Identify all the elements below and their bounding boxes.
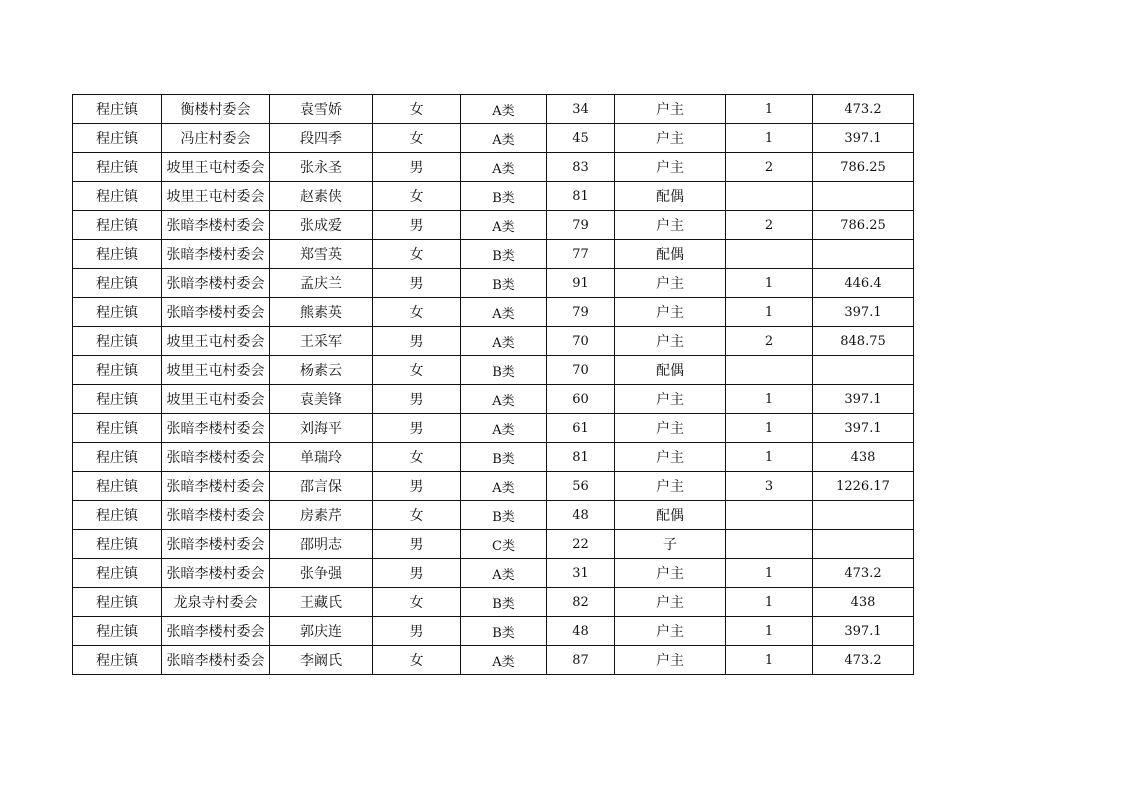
age-cell: 31 xyxy=(547,559,615,588)
age-cell: 48 xyxy=(547,617,615,646)
town-cell: 程庄镇 xyxy=(73,385,162,414)
household-count-cell: 1 xyxy=(726,124,813,153)
relation-cell: 户主 xyxy=(615,588,726,617)
town-cell: 程庄镇 xyxy=(73,414,162,443)
name-cell: 李阚氏 xyxy=(270,646,373,675)
village-committee-cell: 张暗李楼村委会 xyxy=(162,269,270,298)
amount-cell: 473.2 xyxy=(813,95,914,124)
village-committee-cell: 张暗李楼村委会 xyxy=(162,443,270,472)
town-cell: 程庄镇 xyxy=(73,298,162,327)
category-cell: A类 xyxy=(461,95,547,124)
relation-cell: 户主 xyxy=(615,298,726,327)
village-committee-cell: 张暗李楼村委会 xyxy=(162,530,270,559)
table-row xyxy=(73,501,914,530)
table-body xyxy=(73,95,914,675)
amount-cell: 438 xyxy=(813,443,914,472)
town-cell: 程庄镇 xyxy=(73,472,162,501)
category-cell: B类 xyxy=(461,501,547,530)
town-cell: 程庄镇 xyxy=(73,356,162,385)
household-count-cell: 1 xyxy=(726,617,813,646)
household-count-cell xyxy=(726,182,813,211)
age-cell: 56 xyxy=(547,472,615,501)
town-cell: 程庄镇 xyxy=(73,153,162,182)
data-table xyxy=(72,94,914,675)
category-cell: A类 xyxy=(461,327,547,356)
relation-cell: 户主 xyxy=(615,95,726,124)
age-cell: 81 xyxy=(547,182,615,211)
age-cell: 70 xyxy=(547,327,615,356)
name-cell: 单瑞玲 xyxy=(270,443,373,472)
village-committee-cell: 张暗李楼村委会 xyxy=(162,646,270,675)
name-cell: 邵言保 xyxy=(270,472,373,501)
category-cell: A类 xyxy=(461,559,547,588)
relation-cell: 户主 xyxy=(615,211,726,240)
gender-cell: 男 xyxy=(373,530,461,559)
amount-cell: 446.4 xyxy=(813,269,914,298)
category-cell: A类 xyxy=(461,385,547,414)
name-cell: 段四季 xyxy=(270,124,373,153)
town-cell: 程庄镇 xyxy=(73,269,162,298)
town-cell: 程庄镇 xyxy=(73,443,162,472)
gender-cell: 女 xyxy=(373,124,461,153)
household-count-cell: 1 xyxy=(726,95,813,124)
name-cell: 房素芹 xyxy=(270,501,373,530)
relation-cell: 户主 xyxy=(615,617,726,646)
age-cell: 22 xyxy=(547,530,615,559)
town-cell: 程庄镇 xyxy=(73,182,162,211)
gender-cell: 男 xyxy=(373,153,461,182)
amount-cell: 397.1 xyxy=(813,124,914,153)
relation-cell: 户主 xyxy=(615,153,726,182)
name-cell: 郑雪英 xyxy=(270,240,373,269)
household-count-cell: 2 xyxy=(726,153,813,182)
gender-cell: 女 xyxy=(373,443,461,472)
category-cell: B类 xyxy=(461,356,547,385)
relation-cell: 户主 xyxy=(615,327,726,356)
town-cell: 程庄镇 xyxy=(73,95,162,124)
table-row xyxy=(73,472,914,501)
amount-cell: 473.2 xyxy=(813,646,914,675)
category-cell: B类 xyxy=(461,240,547,269)
age-cell: 34 xyxy=(547,95,615,124)
relation-cell: 配偶 xyxy=(615,501,726,530)
amount-cell xyxy=(813,356,914,385)
table-row xyxy=(73,530,914,559)
age-cell: 60 xyxy=(547,385,615,414)
table-row xyxy=(73,617,914,646)
amount-cell xyxy=(813,240,914,269)
category-cell: B类 xyxy=(461,443,547,472)
town-cell: 程庄镇 xyxy=(73,211,162,240)
village-committee-cell: 坡里王屯村委会 xyxy=(162,153,270,182)
amount-cell: 786.25 xyxy=(813,153,914,182)
relation-cell: 户主 xyxy=(615,124,726,153)
village-committee-cell: 张暗李楼村委会 xyxy=(162,211,270,240)
household-count-cell: 1 xyxy=(726,646,813,675)
relation-cell: 配偶 xyxy=(615,240,726,269)
town-cell: 程庄镇 xyxy=(73,646,162,675)
amount-cell xyxy=(813,501,914,530)
village-committee-cell: 张暗李楼村委会 xyxy=(162,559,270,588)
relation-cell: 子 xyxy=(615,530,726,559)
town-cell: 程庄镇 xyxy=(73,588,162,617)
household-count-cell: 3 xyxy=(726,472,813,501)
age-cell: 61 xyxy=(547,414,615,443)
age-cell: 82 xyxy=(547,588,615,617)
relation-cell: 配偶 xyxy=(615,182,726,211)
name-cell: 袁美锋 xyxy=(270,385,373,414)
table-row xyxy=(73,327,914,356)
village-committee-cell: 坡里王屯村委会 xyxy=(162,385,270,414)
gender-cell: 女 xyxy=(373,646,461,675)
category-cell: A类 xyxy=(461,472,547,501)
category-cell: A类 xyxy=(461,414,547,443)
household-count-cell: 2 xyxy=(726,211,813,240)
village-committee-cell: 冯庄村委会 xyxy=(162,124,270,153)
gender-cell: 男 xyxy=(373,617,461,646)
village-committee-cell: 坡里王屯村委会 xyxy=(162,327,270,356)
name-cell: 张争强 xyxy=(270,559,373,588)
name-cell: 邵明志 xyxy=(270,530,373,559)
table-row xyxy=(73,211,914,240)
age-cell: 79 xyxy=(547,211,615,240)
household-count-cell xyxy=(726,240,813,269)
village-committee-cell: 张暗李楼村委会 xyxy=(162,414,270,443)
amount-cell: 848.75 xyxy=(813,327,914,356)
category-cell: B类 xyxy=(461,269,547,298)
amount-cell: 1226.17 xyxy=(813,472,914,501)
household-count-cell: 1 xyxy=(726,443,813,472)
age-cell: 83 xyxy=(547,153,615,182)
amount-cell: 397.1 xyxy=(813,414,914,443)
age-cell: 87 xyxy=(547,646,615,675)
age-cell: 91 xyxy=(547,269,615,298)
household-count-cell xyxy=(726,356,813,385)
village-committee-cell: 坡里王屯村委会 xyxy=(162,182,270,211)
age-cell: 81 xyxy=(547,443,615,472)
name-cell: 王采军 xyxy=(270,327,373,356)
town-cell: 程庄镇 xyxy=(73,327,162,356)
town-cell: 程庄镇 xyxy=(73,240,162,269)
table-row xyxy=(73,153,914,182)
table-row xyxy=(73,124,914,153)
amount-cell: 397.1 xyxy=(813,617,914,646)
relation-cell: 户主 xyxy=(615,443,726,472)
age-cell: 77 xyxy=(547,240,615,269)
name-cell: 熊素英 xyxy=(270,298,373,327)
relation-cell: 户主 xyxy=(615,646,726,675)
village-committee-cell: 龙泉寺村委会 xyxy=(162,588,270,617)
household-count-cell: 1 xyxy=(726,414,813,443)
table-row xyxy=(73,95,914,124)
category-cell: A类 xyxy=(461,646,547,675)
gender-cell: 女 xyxy=(373,501,461,530)
relation-cell: 户主 xyxy=(615,385,726,414)
village-committee-cell: 衡楼村委会 xyxy=(162,95,270,124)
gender-cell: 男 xyxy=(373,385,461,414)
gender-cell: 女 xyxy=(373,95,461,124)
age-cell: 45 xyxy=(547,124,615,153)
name-cell: 张成爱 xyxy=(270,211,373,240)
village-committee-cell: 张暗李楼村委会 xyxy=(162,501,270,530)
gender-cell: 女 xyxy=(373,588,461,617)
gender-cell: 女 xyxy=(373,182,461,211)
town-cell: 程庄镇 xyxy=(73,559,162,588)
amount-cell: 397.1 xyxy=(813,385,914,414)
name-cell: 孟庆兰 xyxy=(270,269,373,298)
village-committee-cell: 张暗李楼村委会 xyxy=(162,617,270,646)
table-row xyxy=(73,559,914,588)
table-row xyxy=(73,240,914,269)
name-cell: 张永圣 xyxy=(270,153,373,182)
household-count-cell: 1 xyxy=(726,385,813,414)
village-committee-cell: 坡里王屯村委会 xyxy=(162,356,270,385)
gender-cell: 男 xyxy=(373,327,461,356)
town-cell: 程庄镇 xyxy=(73,617,162,646)
amount-cell xyxy=(813,182,914,211)
table-row xyxy=(73,356,914,385)
table-row xyxy=(73,269,914,298)
table-row xyxy=(73,414,914,443)
name-cell: 赵素侠 xyxy=(270,182,373,211)
amount-cell: 786.25 xyxy=(813,211,914,240)
relation-cell: 配偶 xyxy=(615,356,726,385)
table-row xyxy=(73,182,914,211)
relation-cell: 户主 xyxy=(615,269,726,298)
amount-cell: 438 xyxy=(813,588,914,617)
name-cell: 刘海平 xyxy=(270,414,373,443)
gender-cell: 女 xyxy=(373,356,461,385)
category-cell: A类 xyxy=(461,153,547,182)
relation-cell: 户主 xyxy=(615,414,726,443)
gender-cell: 男 xyxy=(373,414,461,443)
age-cell: 79 xyxy=(547,298,615,327)
household-count-cell xyxy=(726,501,813,530)
town-cell: 程庄镇 xyxy=(73,501,162,530)
relation-cell: 户主 xyxy=(615,472,726,501)
household-count-cell: 1 xyxy=(726,559,813,588)
age-cell: 48 xyxy=(547,501,615,530)
category-cell: B类 xyxy=(461,588,547,617)
table-row xyxy=(73,443,914,472)
table-row xyxy=(73,646,914,675)
category-cell: C类 xyxy=(461,530,547,559)
category-cell: A类 xyxy=(461,124,547,153)
relation-cell: 户主 xyxy=(615,559,726,588)
gender-cell: 女 xyxy=(373,240,461,269)
category-cell: A类 xyxy=(461,211,547,240)
household-count-cell xyxy=(726,530,813,559)
household-count-cell: 2 xyxy=(726,327,813,356)
gender-cell: 女 xyxy=(373,298,461,327)
category-cell: B类 xyxy=(461,182,547,211)
household-count-cell: 1 xyxy=(726,588,813,617)
amount-cell: 473.2 xyxy=(813,559,914,588)
table-row xyxy=(73,588,914,617)
name-cell: 王藏氏 xyxy=(270,588,373,617)
household-count-cell: 1 xyxy=(726,269,813,298)
name-cell: 郭庆连 xyxy=(270,617,373,646)
household-count-cell: 1 xyxy=(726,298,813,327)
gender-cell: 男 xyxy=(373,559,461,588)
table-row xyxy=(73,298,914,327)
name-cell: 袁雪娇 xyxy=(270,95,373,124)
town-cell: 程庄镇 xyxy=(73,530,162,559)
amount-cell: 397.1 xyxy=(813,298,914,327)
category-cell: B类 xyxy=(461,617,547,646)
town-cell: 程庄镇 xyxy=(73,124,162,153)
village-committee-cell: 张暗李楼村委会 xyxy=(162,472,270,501)
village-committee-cell: 张暗李楼村委会 xyxy=(162,240,270,269)
gender-cell: 男 xyxy=(373,269,461,298)
gender-cell: 男 xyxy=(373,472,461,501)
gender-cell: 男 xyxy=(373,211,461,240)
name-cell: 杨素云 xyxy=(270,356,373,385)
age-cell: 70 xyxy=(547,356,615,385)
table-row xyxy=(73,385,914,414)
village-committee-cell: 张暗李楼村委会 xyxy=(162,298,270,327)
amount-cell xyxy=(813,530,914,559)
category-cell: A类 xyxy=(461,298,547,327)
